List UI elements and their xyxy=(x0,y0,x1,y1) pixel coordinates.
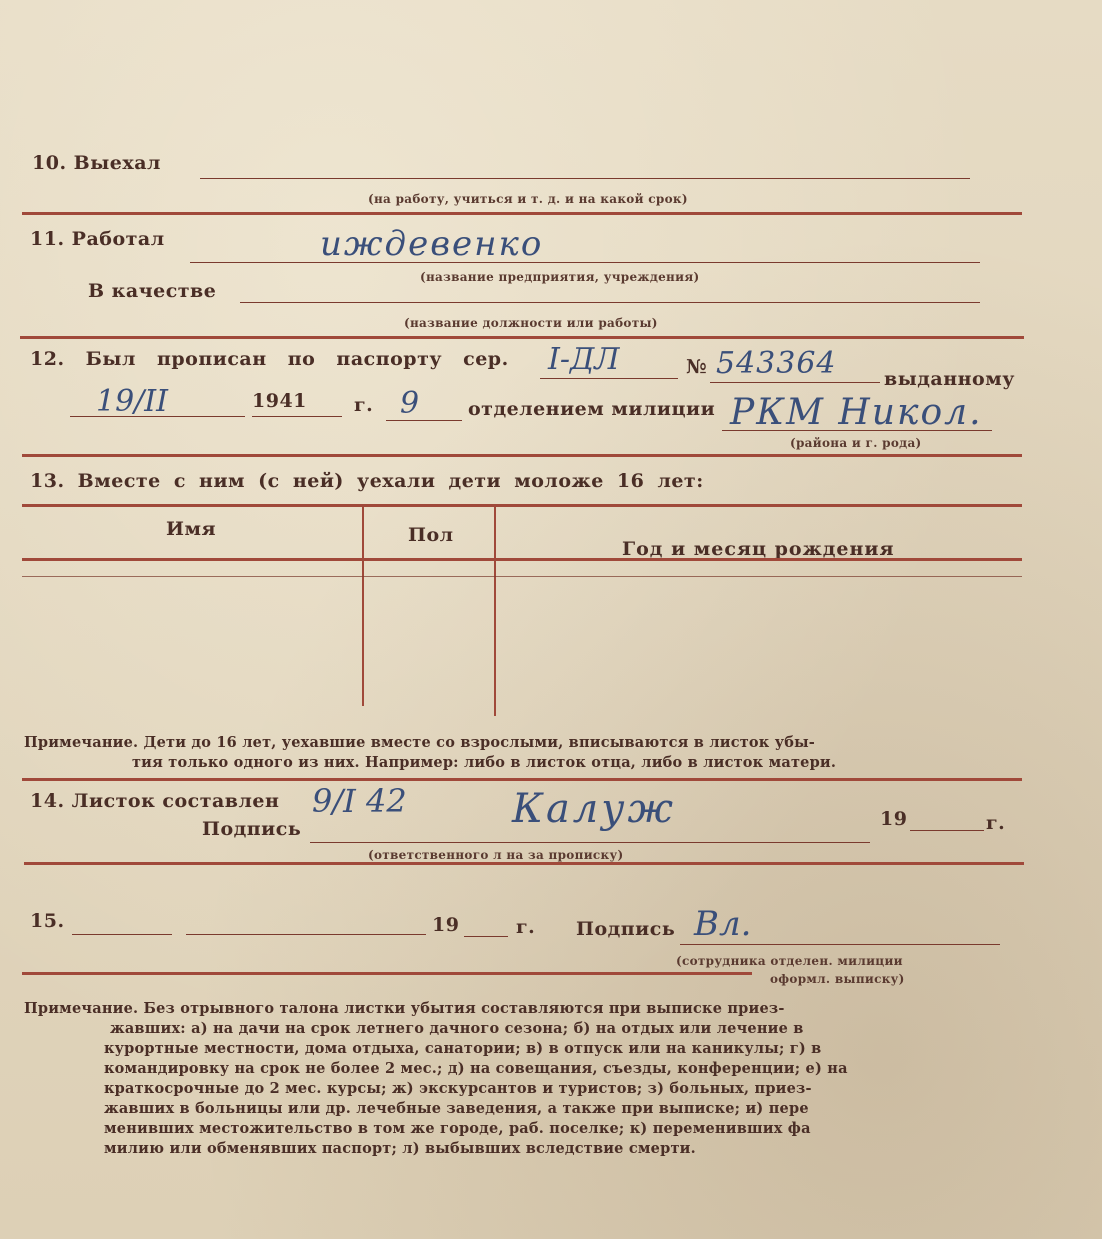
section-12-label: 12. Был прописан по паспорту сер. xyxy=(30,348,509,370)
issued-label: выданному xyxy=(884,368,1015,390)
year-line xyxy=(464,936,508,937)
year-19: 19 xyxy=(880,808,908,830)
section-10-label: 10. Выехал xyxy=(32,152,161,174)
children-table-col-divider xyxy=(362,506,364,706)
dept-number-handwritten: 9 xyxy=(400,386,420,421)
signature-label: Подпись xyxy=(202,818,302,840)
divider xyxy=(22,972,752,975)
compiled-signature-handwritten: Калуж xyxy=(512,786,676,832)
position-label: В качестве xyxy=(88,280,217,302)
year-line xyxy=(252,416,342,417)
year-19: 19 xyxy=(432,914,460,936)
children-note-line2: тия только одного из них. Например: либо в листок отца, либо в листок матери. xyxy=(132,754,837,771)
divider xyxy=(22,454,1022,457)
officer-caption-1: (сотрудника отделен. милиции xyxy=(676,954,903,968)
section-13-label: 13. Вместе с ним (с ней) уехали дети моложе 16 лет: xyxy=(30,470,704,492)
dept-line xyxy=(722,430,992,431)
issue-day-handwritten: 19/II xyxy=(96,384,168,419)
col-name-header: Имя xyxy=(166,518,216,540)
workplace-handwritten: иждевенко xyxy=(320,224,544,264)
general-note-line: жавших: а) на дачи на срок летнего дачного сезона; б) на отдых или лечение в xyxy=(110,1020,804,1037)
dept-caption: (района и г. рода) xyxy=(790,436,922,450)
compiled-caption: (ответственного л на за прописку) xyxy=(368,848,624,862)
day-line xyxy=(70,416,245,417)
children-table-header-line xyxy=(22,558,1022,561)
day-line xyxy=(72,934,172,935)
general-note-line: милию или обменявших паспорт; л) выбывших вследствие смерти. xyxy=(104,1140,696,1157)
general-note-line: менивших местожительство в том же городе, раб. поселке; к) переменивших фа xyxy=(104,1120,811,1137)
month-line xyxy=(186,934,426,935)
divider xyxy=(22,212,1022,215)
passport-series-handwritten: I-ДЛ xyxy=(548,342,620,377)
year-line xyxy=(910,830,984,831)
number-line xyxy=(710,382,880,383)
dept-name-handwritten: РКМ Никол. xyxy=(730,392,983,433)
compiled-date-handwritten: 9/I 42 xyxy=(312,782,407,820)
divider xyxy=(24,862,1024,865)
general-note-line: командировку на срок не более 2 мес.; д) на совещания, съезды, конференции; е) на xyxy=(104,1060,848,1077)
general-note-line: курортные местности, дома отдыха, санатории; в) в отпуск или на каникулы; г) в xyxy=(104,1040,822,1057)
dept-label: отделением милиции xyxy=(468,398,716,420)
workplace-line xyxy=(190,262,980,263)
section-14-label: 14. Листок составлен xyxy=(30,790,280,812)
children-note-line1: Примечание. Дети до 16 лет, уехавшие вместе со взрослыми, вписываются в листок убы- xyxy=(24,734,816,751)
divider xyxy=(22,778,1022,781)
officer-signature-line xyxy=(680,944,1000,945)
col-sex-header: Пол xyxy=(408,524,454,546)
general-note-line: жавших в больницы или др. лечебные заведения, а также при выписке; и) пере xyxy=(104,1100,809,1117)
general-note xyxy=(24,1000,1024,1157)
officer-caption-2: оформл. выписку) xyxy=(770,972,905,986)
signature-label: Подпись xyxy=(576,918,676,940)
year-suffix: г. xyxy=(516,916,536,938)
passport-number-handwritten: 543364 xyxy=(716,346,837,381)
section-10-line xyxy=(200,178,970,179)
year-suffix: г. xyxy=(354,394,374,416)
general-note-line: краткосрочные до 2 мес. курсы; ж) экскурсантов и туристов; з) больных, приез- xyxy=(104,1080,812,1097)
officer-signature-handwritten: Вл. xyxy=(694,904,752,944)
series-line xyxy=(540,378,678,379)
workplace-caption: (название предприятия, учреждения) xyxy=(420,270,700,284)
section-11-label: 11. Работал xyxy=(30,228,165,250)
children-table-col-divider xyxy=(494,506,496,716)
position-line xyxy=(240,302,980,303)
year-19: 1941 xyxy=(252,390,307,412)
col-birth-header: Год и месяц рождения xyxy=(622,538,895,560)
signature-line xyxy=(310,842,870,843)
position-caption: (название должности или работы) xyxy=(404,316,658,330)
year-suffix: г. xyxy=(986,812,1006,834)
number-label: № xyxy=(686,356,708,378)
dept-number-line xyxy=(386,420,462,421)
section-15-label: 15. xyxy=(30,910,65,932)
general-note-line: Примечание. Без отрывного талона листки убытия составляются при выписке приез- xyxy=(24,1000,785,1017)
divider xyxy=(20,336,1024,339)
children-table-row xyxy=(22,576,1022,577)
children-table-top xyxy=(22,504,1022,507)
section-10-caption: (на работу, учиться и т. д. и на какой срок) xyxy=(368,192,688,206)
